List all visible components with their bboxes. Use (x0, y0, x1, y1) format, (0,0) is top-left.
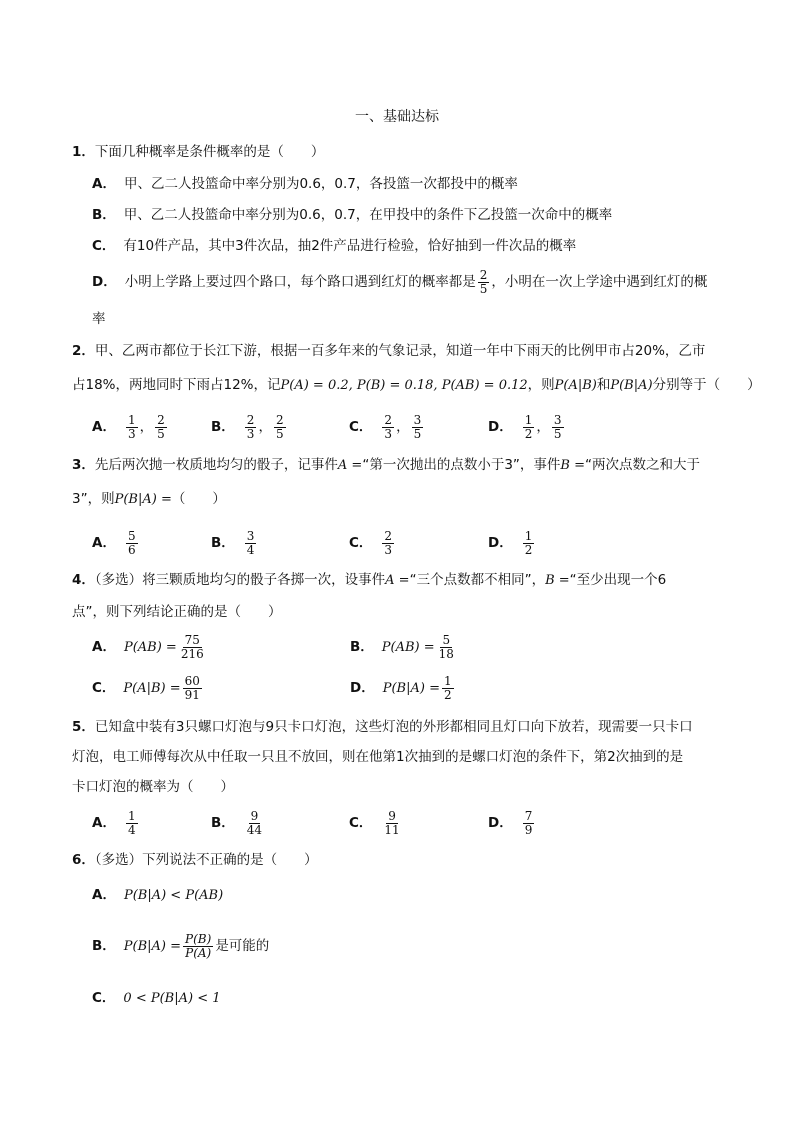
denominator: 5 (157, 426, 165, 441)
option-text: 甲、乙二人投篮命中率分别为0.6，0.7，在甲投中的条件下乙投篮一次命中的概率 (123, 207, 613, 223)
question-4-line-1 (72, 571, 666, 590)
option-label: B． (211, 815, 235, 831)
question-5-option-b (211, 806, 266, 840)
fraction (437, 634, 456, 661)
question-1-option-b (92, 206, 612, 224)
denominator: 4 (127, 822, 136, 837)
denominator: 18 (438, 646, 454, 661)
numerator: 3 (246, 528, 255, 543)
denominator: 4 (246, 542, 255, 557)
option-text: ，小明在一次上学途中遇到红灯的概 (491, 274, 708, 290)
question-1-option-c (92, 237, 576, 255)
question-5-option-d (488, 806, 536, 840)
denominator: 5 (553, 426, 562, 441)
option-label: D． (488, 419, 513, 435)
denominator: 11 (384, 822, 400, 837)
question-3-line-2 (72, 490, 226, 509)
option-label: A． (92, 639, 116, 655)
question-2-option-b (211, 410, 288, 444)
fraction (183, 675, 202, 702)
question-6-option-a (92, 886, 223, 905)
math-expression: B = (545, 573, 570, 588)
option-text: 是可能的 (215, 938, 270, 954)
math-formula: P(A) = 0.2, P(B) = 0.18, P(AB) = 0.12 (280, 378, 528, 393)
question-3-line-1 (72, 456, 700, 475)
option-label: A． (92, 815, 116, 831)
question-6-text: （多选）下列说法不正确的是（ ） (94, 852, 318, 868)
question-4-number: 4． (72, 572, 95, 588)
math-expression: A = (337, 458, 363, 473)
question-2-line-2 (72, 376, 761, 395)
fraction (245, 414, 257, 441)
fraction (126, 414, 138, 441)
fraction (274, 414, 286, 441)
numerator: 7 (524, 808, 533, 823)
question-2-text: 占18%，两地同时下雨占12%，记 (72, 377, 281, 393)
denominator: 9 (524, 822, 533, 837)
math-expression: P(B|A) = (114, 492, 172, 507)
fraction (523, 414, 535, 441)
question-2-line-1 (72, 342, 705, 360)
question-1-stem (72, 143, 324, 161)
option-text: 小明上学路上要过四个路口，每个路口遇到红灯的概率都是 (124, 274, 476, 290)
question-4-text: （多选）将三颗质地均匀的骰子各掷一次，设事件 (94, 572, 386, 588)
denominator: 3 (384, 426, 393, 441)
numerator: 1 (443, 673, 452, 688)
fraction (183, 933, 213, 960)
option-text: 有10件产品，其中3件次品，抽2件产品进行检验，恰好抽到一件次品的概率 (123, 238, 577, 254)
numerator: 2 (479, 267, 488, 282)
question-2-text: 分别等于（ ） (652, 377, 761, 393)
numerator: 5 (442, 632, 451, 647)
question-3-option-d (488, 526, 536, 560)
question-2-option-d (488, 410, 566, 444)
math-expression: P(A|B) (554, 378, 597, 393)
numerator: 1 (127, 808, 136, 823)
fraction (179, 634, 206, 661)
numerator: 2 (246, 412, 255, 427)
numerator: 2 (384, 528, 393, 543)
question-6-stem (72, 851, 318, 869)
question-1-option-a (92, 175, 518, 193)
numerator: 3 (413, 412, 422, 427)
question-1-option-d (92, 266, 707, 298)
fraction (382, 810, 401, 837)
question-3-text: 先后两次抛一枚质地均匀的骰子，记事件 (94, 457, 338, 473)
numerator: 2 (157, 412, 165, 427)
math-expression: P(B|A) (610, 378, 653, 393)
math-expression: P(AB) = (123, 640, 177, 655)
question-5-text: 已知盒中装有3只螺口灯泡与9只卡口灯泡，这些灯泡的外形都相同且灯口向下放若，现需要一只卡口 (94, 719, 693, 735)
question-2-text: ，则 (527, 377, 555, 393)
math-expression: 0 < P(B|A) < 1 (123, 991, 221, 1006)
denominator: 6 (127, 542, 136, 557)
option-label: B． (211, 535, 235, 551)
question-6-number: 6． (72, 852, 95, 868)
numerator: 1 (524, 528, 533, 543)
option-label: B． (92, 938, 116, 954)
fraction (245, 810, 264, 837)
option-label: B． (350, 639, 374, 655)
separator: ， (258, 419, 272, 435)
question-2-option-a (92, 410, 169, 444)
option-label: D． (92, 274, 117, 290)
question-4-option-c (92, 671, 204, 706)
fraction (523, 530, 535, 557)
option-label: C． (349, 815, 373, 831)
question-2-number: 2． (72, 343, 95, 359)
question-4-option-a (92, 630, 208, 665)
math-expression: A = (385, 573, 410, 588)
option-label: D． (350, 680, 375, 696)
question-1-number: 1． (72, 144, 95, 160)
denominator: 3 (384, 542, 393, 557)
option-label: B． (211, 419, 235, 435)
numerator: P(B) (185, 931, 212, 946)
denominator: 2 (443, 687, 452, 702)
option-label: A． (92, 419, 116, 435)
option-label: C． (349, 419, 373, 435)
denominator: 44 (246, 822, 263, 837)
numerator: 60 (184, 673, 200, 688)
numerator: 2 (275, 412, 284, 427)
fraction (523, 810, 535, 837)
question-4-text: “三个点数都不相同”， (409, 572, 546, 588)
question-3-text: （ ） (171, 491, 226, 507)
question-6-option-b (92, 926, 269, 967)
question-3-text: “两次点数之和大于 (584, 457, 700, 473)
separator: ， (396, 419, 410, 435)
question-4-text: “至少出现一个6 (569, 572, 667, 588)
question-1-option-d-continued: 率 (92, 311, 106, 327)
fraction (245, 530, 257, 557)
fraction (382, 530, 394, 557)
denominator: 3 (246, 426, 255, 441)
denominator: 5 (413, 426, 422, 441)
numerator: 1 (524, 412, 533, 427)
question-5-option-c (349, 806, 404, 840)
question-3-number: 3． (72, 457, 95, 473)
numerator: 2 (384, 412, 393, 427)
question-3-option-b (211, 526, 258, 560)
math-expression: P(AB) = (381, 640, 435, 655)
option-label: A． (92, 535, 116, 551)
math-expression: P(A|B) = (123, 681, 181, 696)
denominator: 5 (479, 281, 488, 296)
section-title: 一、基础达标 (355, 109, 439, 125)
denominator: 3 (127, 426, 136, 441)
denominator: 216 (180, 646, 204, 661)
denominator: 2 (524, 542, 533, 557)
option-label: A． (92, 176, 116, 192)
fraction (382, 414, 394, 441)
fraction (442, 675, 454, 702)
numerator: 3 (553, 412, 562, 427)
question-3-text: 3”，则 (72, 491, 115, 507)
option-label: D． (488, 815, 513, 831)
question-2-text: 和 (596, 377, 611, 393)
fraction (155, 414, 167, 441)
math-expression: P(B|A) = (123, 939, 182, 954)
question-5-line-1 (72, 718, 693, 736)
question-2-option-c (349, 410, 425, 444)
math-expression: B = (560, 458, 585, 473)
option-label: C． (92, 680, 116, 696)
numerator: 75 (184, 632, 200, 647)
fraction (126, 810, 138, 837)
denominator: 5 (275, 426, 284, 441)
question-5-number: 5． (72, 719, 95, 735)
fraction (478, 269, 490, 296)
fraction (126, 530, 138, 557)
question-4-line-2: 点”，则下列结论正确的是（ ） (72, 604, 282, 620)
denominator: P(A) (185, 945, 212, 960)
option-label: D． (488, 535, 513, 551)
question-3-option-a (92, 526, 140, 560)
option-label: C． (92, 238, 116, 254)
question-1-text: 下面几种概率是条件概率的是（ ） (94, 144, 325, 160)
math-expression: P(B|A) < P(AB) (123, 888, 224, 903)
denominator: 91 (184, 687, 200, 702)
question-2-text: 甲、乙两市都位于长江下游，根据一百多年来的气象记录，知道一年中下雨天的比例甲市占20%，乙市 (94, 343, 706, 359)
denominator: 2 (524, 426, 533, 441)
numerator: 9 (250, 808, 259, 823)
option-text: 甲、乙二人投篮命中率分别为0.6，0.7，各投篮一次都投中的概率 (123, 176, 518, 192)
fraction (412, 414, 424, 441)
question-4-option-b (350, 630, 458, 665)
option-label: B． (92, 207, 116, 223)
question-5-line-3: 卡口灯泡的概率为（ ） (72, 779, 234, 795)
question-6-option-c (92, 989, 221, 1008)
separator: ， (139, 419, 154, 435)
question-4-option-d (350, 671, 456, 706)
question-3-option-c (349, 526, 396, 560)
numerator: 1 (127, 412, 136, 427)
question-5-option-a (92, 806, 140, 840)
option-label: C． (92, 990, 116, 1006)
question-5-line-2: 灯泡，电工师傅每次从中任取一只且不放回，则在他第1次抽到的是螺口灯泡的条件下，第2次抽到的是 (72, 749, 684, 765)
question-3-text: “第一次抛出的点数小于3”，事件 (362, 457, 561, 473)
numerator: 9 (388, 808, 396, 823)
separator: ， (536, 419, 550, 435)
option-label: A． (92, 887, 116, 903)
fraction (552, 414, 564, 441)
math-expression: P(B|A) = (382, 681, 440, 696)
numerator: 5 (127, 528, 136, 543)
option-label: C． (349, 535, 373, 551)
